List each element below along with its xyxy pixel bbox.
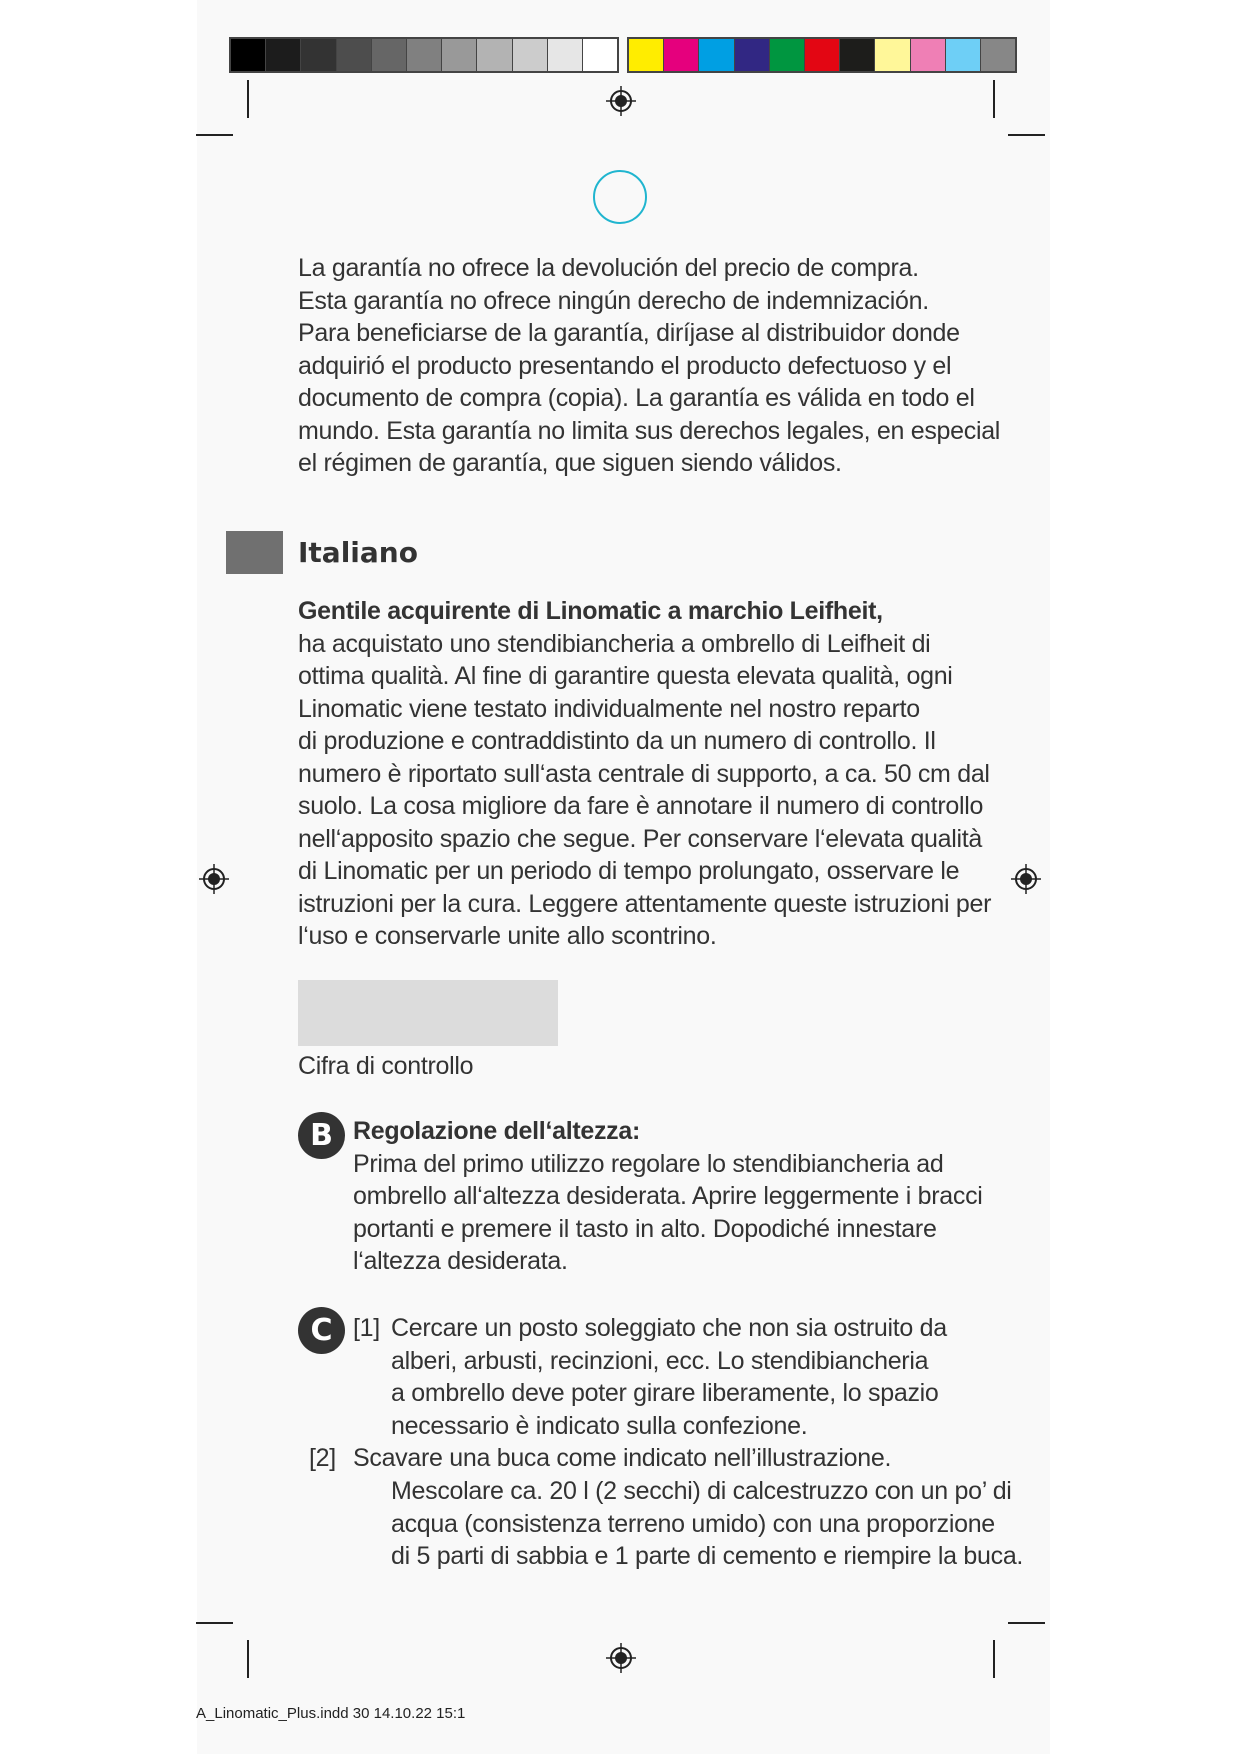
- step-c-item-2-text: [391, 1475, 1023, 1573]
- text-line: ottima qualità. Al fine di garantire questa elevata qualità, ogni: [298, 662, 953, 690]
- text-line: Para beneficiarse de la garantía, diríjase al distribuidor donde: [298, 319, 960, 347]
- text-line: suolo. La cosa migliore da fare è annotare il numero di controllo: [298, 792, 984, 820]
- gray-swatch: [407, 39, 442, 71]
- color-calibration-bar: [627, 37, 1017, 73]
- gray-swatch: [548, 39, 583, 71]
- color-swatch: [911, 39, 946, 71]
- step-c-badge: C: [298, 1307, 345, 1354]
- control-number-box[interactable]: [298, 980, 558, 1046]
- gray-swatch: [266, 39, 301, 71]
- registration-mark-icon: [199, 864, 229, 894]
- text-line: di 5 parti di sabbia e 1 parte di cemento e riempire la buca.: [391, 1542, 1024, 1570]
- text-line: Esta garantía no ofrece ningún derecho de indemnización.: [298, 286, 929, 315]
- step-c-item-2-first-line: Scavare una buca come indicato nell’illustrazione.: [353, 1444, 892, 1472]
- crop-mark: [993, 1640, 995, 1678]
- color-swatch: [875, 39, 910, 71]
- color-swatch: [629, 39, 664, 71]
- text-line: a ombrello deve poter girare liberamente, lo spazio: [391, 1379, 939, 1407]
- crop-mark: [1008, 134, 1045, 136]
- circle-marker-icon: [593, 170, 647, 224]
- language-marker-block: [226, 531, 283, 574]
- text-line: necessario è indicato sulla confezione.: [391, 1411, 808, 1440]
- gray-swatch: [477, 39, 512, 71]
- intro-paragraph: [298, 595, 991, 953]
- text-line: adquirió el producto presentando el producto defectuoso y el: [298, 351, 952, 380]
- registration-mark-icon: [606, 1643, 636, 1673]
- gray-swatch: [231, 39, 266, 71]
- crop-mark: [247, 1640, 249, 1678]
- text-line: nell‘apposito spazio che segue. Per conservare l‘elevata qualità: [298, 824, 983, 853]
- text-line: Cercare un posto soleggiato che non sia ostruito da: [391, 1314, 947, 1342]
- color-swatch: [664, 39, 699, 71]
- text-line: acqua (consistenza terreno umido) con una proporzione: [391, 1509, 995, 1538]
- text-line: portanti e premere il tasto in alto. Dopodiché innestare: [353, 1214, 937, 1243]
- crop-mark: [1008, 1622, 1045, 1624]
- step-c-item-1-text: [391, 1312, 947, 1442]
- text-line: alberi, arbusti, recinzioni, ecc. Lo stendibiancheria: [391, 1346, 929, 1375]
- gray-swatch: [372, 39, 407, 71]
- text-line: istruzioni per la cura. Leggere attentamente queste istruzioni per: [298, 889, 992, 918]
- gray-swatch: [442, 39, 477, 71]
- color-swatch: [770, 39, 805, 71]
- text-line: Mescolare ca. 20 l (2 secchi) di calcestruzzo con un po’ di: [391, 1477, 1012, 1505]
- step-c-item-1-number: [1]: [353, 1314, 380, 1342]
- step-b-text: [353, 1115, 983, 1278]
- step-b-title: Regolazione dell‘altezza:: [353, 1117, 641, 1145]
- section-title: Italiano: [298, 536, 418, 569]
- registration-mark-icon: [606, 86, 636, 116]
- gray-swatch: [583, 39, 617, 71]
- text-line: di Linomatic per un periodo di tempo prolungato, osservare le: [298, 857, 960, 885]
- registration-mark-icon: [1011, 864, 1041, 894]
- text-line: l‘uso e conservarle unite allo scontrino.: [298, 922, 717, 950]
- color-swatch: [946, 39, 981, 71]
- text-line: Prima del primo utilizzo regolare lo stendibiancheria ad: [353, 1149, 944, 1178]
- color-swatch: [735, 39, 770, 71]
- spanish-warranty-paragraph: [298, 252, 1000, 480]
- gray-swatch: [301, 39, 336, 71]
- step-b-badge: B: [298, 1112, 345, 1159]
- text-line: documento de compra (copia). La garantía es válida en todo el: [298, 384, 975, 412]
- text-line: ombrello all‘altezza desiderata. Aprire leggermente i bracci: [353, 1182, 983, 1210]
- step-c-item-2-number: [2]: [309, 1444, 336, 1472]
- color-swatch: [840, 39, 875, 71]
- text-line: La garantía no ofrece la devolución del precio de compra.: [298, 254, 919, 282]
- control-number-label: Cifra di controllo: [298, 1052, 474, 1080]
- color-swatch: [699, 39, 734, 71]
- gray-swatch: [337, 39, 372, 71]
- text-line: el régimen de garantía, que siguen siendo válidos.: [298, 449, 842, 477]
- text-line: numero è riportato sull‘asta centrale di supporto, a ca. 50 cm dal: [298, 759, 990, 788]
- crop-mark: [993, 80, 995, 118]
- text-line: mundo. Esta garantía no limita sus derechos legales, en especial: [298, 416, 1001, 445]
- file-slug-footer: A_Linomatic_Plus.indd 30 14.10.22 15:1: [196, 1705, 466, 1722]
- text-line: di produzione e contraddistinto da un numero di controllo. Il: [298, 727, 936, 755]
- text-line: Linomatic viene testato individualmente nel nostro reparto: [298, 694, 920, 723]
- color-swatch: [981, 39, 1015, 71]
- gray-swatch: [513, 39, 548, 71]
- text-line: l‘altezza desiderata.: [353, 1247, 568, 1275]
- grayscale-calibration-bar: [229, 37, 619, 73]
- color-swatch: [805, 39, 840, 71]
- crop-mark: [196, 1622, 233, 1624]
- greeting: Gentile acquirente di Linomatic a marchio Leifheit,: [298, 597, 883, 625]
- crop-mark: [247, 80, 249, 118]
- crop-mark: [196, 134, 233, 136]
- text-line: ha acquistato uno stendibiancheria a ombrello di Leifheit di: [298, 629, 931, 658]
